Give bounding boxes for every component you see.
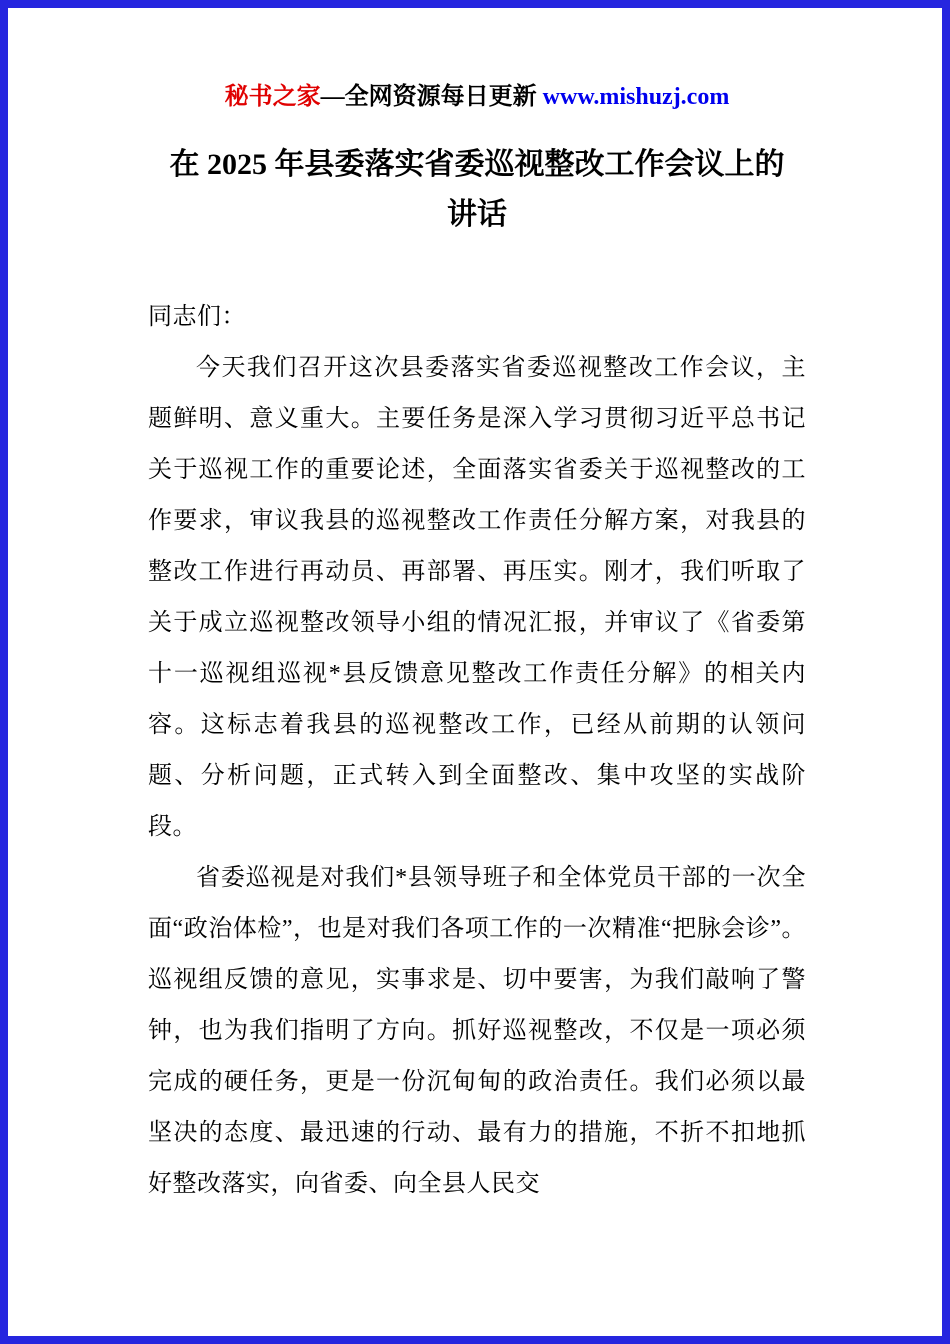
document-title: [148, 140, 806, 240]
document-title-line2: 讲话: [447, 198, 507, 231]
document-body: [148, 292, 806, 1210]
brand-name: 秘书之家: [224, 84, 321, 110]
document-header: [148, 80, 806, 114]
site-url-link[interactable]: www.mishuzj.com: [542, 84, 730, 110]
body-paragraph-1: 今天我们召开这次县委落实省委巡视整改工作会议，主题鲜明、意义重大。主要任务是深入学习贯彻习近平总书记关于巡视工作的重要论述，全面落实省委关于巡视整改的工作要求，审议我县的巡视整改工作责任分解方案，对我县的整改工作进行再动员、再部署、再压实。刚才，我们听取了关于成立巡视整改领导小组的情况汇报，并审议了《省委第十一巡视组巡视*县反馈意见整改工作责任分解》的相关内容。这标志着我县的巡视整改工作，已经从前期的认领问题、分析问题，正式转入到全面整改、集中攻坚的实战阶段。: [148, 355, 806, 840]
header-tagline: —全网资源每日更新: [320, 84, 543, 110]
salutation: 同志们：: [148, 304, 246, 330]
body-paragraph-2: 省委巡视是对我们*县领导班子和全体党员干部的一次全面“政治体检”，也是对我们各项工作的一次精准“把脉会诊”。巡视组反馈的意见，实事求是、切中要害，为我们敲响了警钟，也为我们指明了方向。抓好巡视整改，不仅是一项必须完成的硬任务，更是一份沉甸甸的政治责任。我们必须以最坚决的态度、最迅速的行动、最有力的措施，不折不扣地抓好整改落实，向省委、向全县人民交: [148, 865, 806, 1197]
document-title-line1: 在 2025 年县委落实省委巡视整改工作会议上的: [169, 148, 785, 181]
